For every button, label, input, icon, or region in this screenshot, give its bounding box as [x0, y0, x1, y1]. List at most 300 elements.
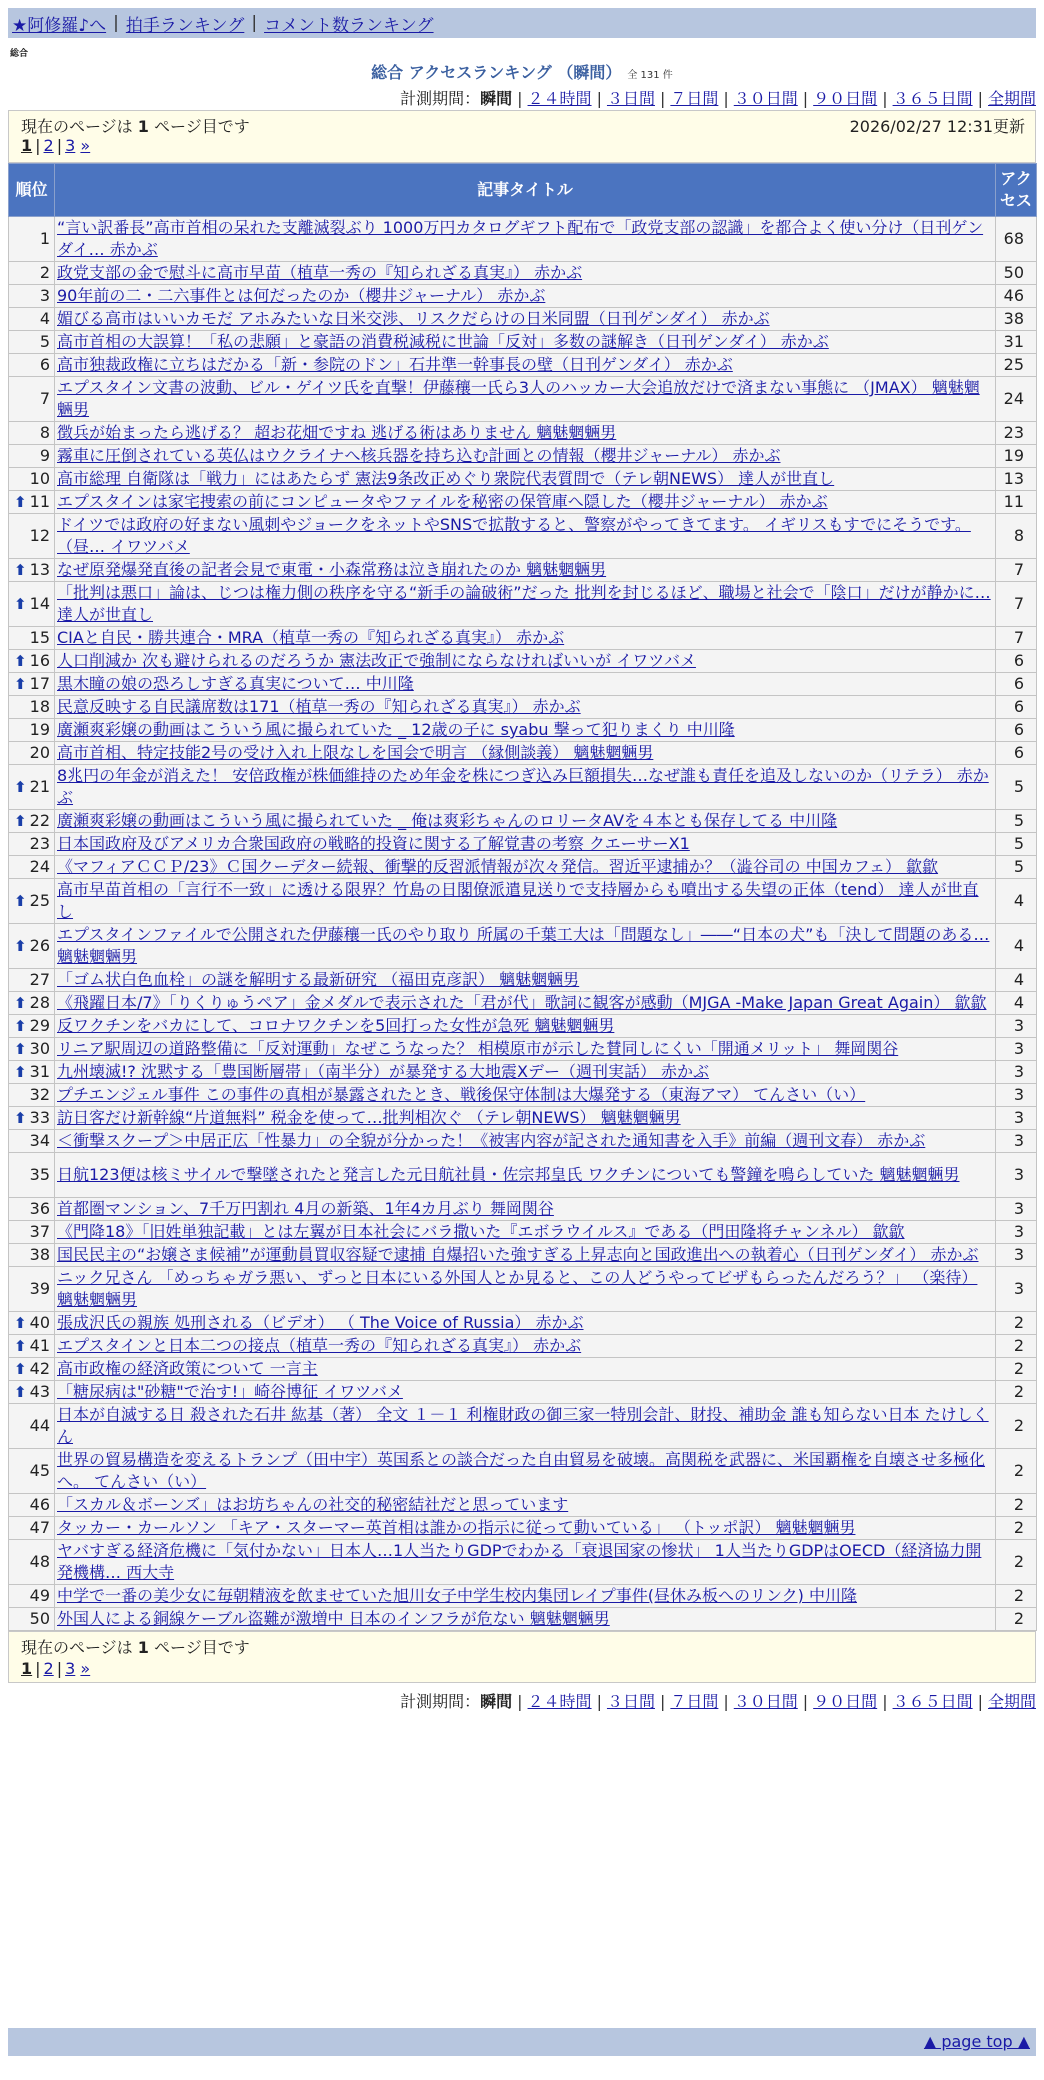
rank-cell — [9, 742, 55, 765]
ranking-title — [0, 60, 1044, 83]
title-cell — [55, 924, 996, 969]
access-count: 8 — [996, 514, 1037, 559]
title-cell — [55, 354, 996, 377]
period-link-3[interactable]: ３０日間 — [733, 89, 798, 108]
title-cell — [55, 1015, 996, 1038]
article-link[interactable]: ドイツでは政府の好まない風刺やジョークをネットやSNSで拡散すると、警察がやってきてます。 イギリスもすでにそうです。 （昼… イワツバメ — [57, 515, 971, 556]
title-cell — [55, 1153, 996, 1198]
period-separator: | — [596, 89, 602, 108]
page-current: 1 — [21, 1659, 33, 1678]
access-count: 31 — [996, 331, 1037, 354]
article-link[interactable]: エプスタイン文書の波動、ビル・ゲイツ氏を直撃！伊藤穰一氏ら3人のハッカー大会追放だけで済まない事態に （JMAX） 魑魅魍魎男 — [57, 378, 980, 419]
table-row — [9, 833, 1037, 856]
period-separator: | — [977, 1692, 983, 1711]
table-row — [9, 1061, 1037, 1084]
article-link[interactable]: 廣瀬爽彩嬢の動画はこういう風に撮られていた _ 俺は爽彩ちゃんのロリータAVを４本とも保存してる 中川隆 — [57, 811, 838, 830]
access-count: 68 — [996, 217, 1037, 262]
access-count: 6 — [996, 696, 1037, 719]
article-link[interactable]: 中学で一番の美少女に毎朝精液を飲ませていた旭川女子中学生校内集団レイプ事件(昼休み板へのリンク) 中川隆 — [57, 1586, 857, 1605]
title-cell — [55, 1517, 996, 1540]
table-row — [9, 1107, 1037, 1130]
access-count: 4 — [996, 924, 1037, 969]
page-link-3[interactable]: 3 — [65, 1659, 76, 1678]
rank-up-arrow-icon: ⬆ — [14, 1314, 27, 1332]
access-count: 7 — [996, 559, 1037, 582]
title-cell — [55, 719, 996, 742]
article-link[interactable]: エプスタインは家宅捜索の前にコンピュータやファイルを秘密の保管庫へ隠した（櫻井ジャーナル） 赤かぶ — [57, 492, 828, 511]
rank-up-arrow-icon: ⬆ — [14, 778, 27, 796]
article-link[interactable]: 民意反映する自民議席数は171（植草一秀の『知られざる真実』） 赤かぶ — [57, 697, 581, 716]
table-row — [9, 696, 1037, 719]
page-info-bottom — [8, 1631, 1036, 1683]
top-navigation-bar — [8, 8, 1036, 38]
rank-number: 9 — [39, 446, 50, 465]
article-link[interactable]: 《飛躍日本/7》「りくりゅうペア」金メダルで表示された「君が代」歌詞に観客が感動（MJGA -Make Japan Great Again） 歙歙 — [57, 993, 987, 1012]
period-link-6[interactable]: 全期間 — [987, 1692, 1036, 1711]
rank-up-arrow-icon: ⬆ — [14, 1017, 27, 1035]
next-page-link[interactable]: » — [80, 1659, 91, 1678]
table-row — [9, 1312, 1037, 1335]
rank-cell — [9, 354, 55, 377]
category-tag: 総合 — [10, 49, 29, 59]
rank-up-arrow-icon: ⬆ — [14, 1109, 27, 1127]
rank-cell — [9, 1494, 55, 1517]
pagination-bottom — [21, 1659, 1025, 1683]
access-count: 38 — [996, 308, 1037, 331]
rank-up-arrow-icon: ⬆ — [14, 1360, 27, 1378]
rank-cell — [9, 1267, 55, 1312]
rank-number: 16 — [29, 651, 50, 670]
rank-up-arrow-icon: ⬆ — [14, 1063, 27, 1081]
rank-cell — [9, 1449, 55, 1494]
table-row — [9, 262, 1037, 285]
table-row — [9, 354, 1037, 377]
title-cell — [55, 1381, 996, 1404]
title-cell — [55, 1084, 996, 1107]
rank-number: 15 — [29, 628, 50, 647]
title-cell — [55, 468, 996, 491]
access-count: 23 — [996, 422, 1037, 445]
rank-number: 22 — [29, 811, 50, 830]
title-cell — [55, 1107, 996, 1130]
home-link[interactable]: ★阿修羅♪へ — [12, 15, 107, 36]
table-row — [9, 719, 1037, 742]
article-link[interactable]: 日航123便は核ミサイルで撃墜されたと発言した元日航社員・佐宗邦皇氏 ワクチンについても警鐘を鳴らしていた 魑魅魍魎男 — [57, 1165, 960, 1184]
rank-cell — [9, 810, 55, 833]
article-link[interactable]: 訪日客だけ新幹線“片道無料” 税金を使って…批判相次ぐ （テレ朝NEWS） 魑魅魍魎男 — [57, 1108, 681, 1127]
article-link[interactable]: 日本が自滅する日 殺された石井 紘基（著） 全文 １－１ 利権財政の御三家一特別会計、財投、補助金 誰も知らない日本 たけしくん — [57, 1405, 989, 1446]
rank-cell — [9, 1358, 55, 1381]
page-info-top — [8, 110, 1036, 163]
rank-number: 24 — [29, 857, 50, 876]
period-separator: | — [659, 89, 666, 108]
rank-cell — [9, 1335, 55, 1358]
period-link-4[interactable]: ９０日間 — [813, 89, 878, 108]
article-link[interactable]: ニック兄さん 「めっちゃガラ悪い、ずっと日本にいる外国人とか見ると、この人どうやってビザもらったんだろう？」 （楽待） 魑魅魍魎男 — [57, 1268, 978, 1309]
rank-up-arrow-icon: ⬆ — [14, 561, 27, 579]
access-count: 4 — [996, 992, 1037, 1015]
title-cell — [55, 1335, 996, 1358]
rank-number: 8 — [39, 423, 50, 442]
page-separator: | — [56, 136, 63, 155]
article-link[interactable]: 「批判は悪口」論は、じつは権力側の秩序を守る“新手の論破術”だった 批判を封じるほど、職場と社会で「陰口」だけが静かに… 達人が世直し — [57, 583, 991, 624]
article-link[interactable]: 徴兵が始まったら逃げる？ 超お花畑ですね 逃げる術はありません 魑魅魍魎男 — [57, 423, 617, 442]
page-separator: | — [56, 1659, 63, 1678]
access-count: 6 — [996, 650, 1037, 673]
rank-up-arrow-icon: ⬆ — [14, 1040, 27, 1058]
rank-cell — [9, 491, 55, 514]
ranking-table — [8, 163, 1037, 1631]
rank-cell — [9, 992, 55, 1015]
rank-cell — [9, 1381, 55, 1404]
table-row — [9, 1608, 1037, 1631]
rank-cell — [9, 719, 55, 742]
next-page-link[interactable]: » — [80, 136, 91, 155]
rank-number: 14 — [29, 594, 50, 613]
access-count: 5 — [996, 833, 1037, 856]
rank-cell — [9, 1038, 55, 1061]
article-link[interactable]: 世界の貿易構造を変えるトランプ（田中宇）英国系との談合だった自由貿易を破壊。高関税を武器に、米国覇権を自壊させ多極化へ。 てんさい（い） — [57, 1450, 986, 1491]
period-separator: | — [882, 1692, 888, 1711]
article-link[interactable]: 九州壊滅!? 沈黙する「豊国断層帯」（南半分）が暴発する大地震Xデー（週刊実話） 赤かぶ — [57, 1062, 710, 1081]
article-link[interactable]: 「ゴム状白色血栓」の謎を解明する最新研究 （福田克彦訳） 魑魅魍魎男 — [57, 970, 580, 989]
period-link-0[interactable]: ２４時間 — [527, 1692, 592, 1711]
rank-number: 44 — [29, 1416, 50, 1435]
rank-number: 47 — [29, 1518, 50, 1537]
rank-up-arrow-icon: ⬆ — [14, 812, 27, 830]
rank-number: 2 — [39, 263, 50, 282]
access-count: 3 — [996, 1015, 1037, 1038]
rank-number: 42 — [29, 1359, 50, 1378]
title-cell — [55, 992, 996, 1015]
article-link[interactable]: 8兆円の年金が消えた！ 安倍政権が株価維持のため年金を株につぎ込み巨額損失…なぜ誰も責任を追及しないのか（リテラ） 赤かぶ — [57, 766, 989, 807]
page-current: 1 — [21, 136, 33, 155]
rank-cell — [9, 969, 55, 992]
period-selector-bottom — [400, 1689, 1036, 1712]
period-link-1[interactable]: ３日間 — [606, 1692, 655, 1711]
access-count: 19 — [996, 445, 1037, 468]
title-cell — [55, 559, 996, 582]
title-cell — [55, 650, 996, 673]
period-link-0[interactable]: ２４時間 — [527, 89, 592, 108]
title-cell — [55, 833, 996, 856]
rank-cell — [9, 1015, 55, 1038]
rank-number: 21 — [29, 777, 50, 796]
article-link[interactable]: 政党支部の金で慰斗に高市早苗（植草一秀の『知られざる真実』） 赤かぶ — [57, 263, 583, 282]
period-link-3[interactable]: ３０日間 — [733, 1692, 798, 1711]
article-link[interactable]: エプスタインファイルで公開された伊藤穰一氏のやり取り 所属の千葉工大は「問題なし」――“日本の犬”も「決して問題のある… 魑魅魍魎男 — [57, 925, 990, 966]
article-link[interactable]: 反ワクチンをバカにして、コロナワクチンを5回打った女性が急死 魑魅魍魎男 — [57, 1016, 615, 1035]
title-cell — [55, 627, 996, 650]
rank-number: 1 — [39, 229, 50, 248]
period-separator: | — [802, 89, 809, 108]
rank-cell — [9, 217, 55, 262]
rank-number: 25 — [29, 891, 50, 910]
rank-number: 30 — [29, 1039, 50, 1058]
rank-up-arrow-icon: ⬆ — [14, 1337, 27, 1355]
rank-cell — [9, 1221, 55, 1244]
table-row — [9, 1130, 1037, 1153]
table-row — [9, 559, 1037, 582]
pagination-top — [21, 136, 1025, 160]
table-row — [9, 308, 1037, 331]
article-link[interactable]: 人口削減か 次も避けられるのだろうか 憲法改正で強制にならなければいいが イワツバメ — [57, 651, 696, 670]
title-cell — [55, 673, 996, 696]
article-link[interactable]: 日本国政府及びアメリカ合衆国政府の戦略的投資に関する了解覚書の考察 クエーサーX1 — [57, 834, 690, 853]
article-link[interactable]: 《マフィアＣＣＰ/23》Ｃ国クーデター続報、衝撃的反習派情報が次々発信。習近平逮捕か？（澁谷司の 中国カフェ） 歙歙 — [57, 857, 939, 876]
table-row — [9, 1038, 1037, 1061]
access-count: 4 — [996, 879, 1037, 924]
current-page-text: 現在のページは 1 ページ目です — [21, 1638, 250, 1657]
rank-up-arrow-icon: ⬆ — [14, 892, 27, 910]
rank-number: 32 — [29, 1085, 50, 1104]
article-link[interactable]: 黒木瞳の娘の恐ろしすぎる真実について… 中川隆 — [57, 674, 414, 693]
article-link[interactable]: 高市政権の経済政策について 一言主 — [57, 1359, 318, 1378]
rank-number: 35 — [29, 1165, 50, 1184]
nav-separator: | — [113, 13, 119, 33]
table-row — [9, 1381, 1037, 1404]
access-count: 3 — [996, 1061, 1037, 1084]
rank-number: 49 — [29, 1586, 50, 1605]
title-cell — [55, 445, 996, 468]
rank-cell — [9, 582, 55, 627]
article-link[interactable]: 高市総理 自衛隊は「戦力」にはあたらず 憲法9条改正めぐり衆院代表質問で（テレ朝NEWS） 達人が世直し — [57, 469, 835, 488]
current-page-text: 現在のページは 1 ページ目です — [21, 117, 250, 136]
article-link[interactable]: 「糖尿病は"砂糖"で治す!」崎谷博征 イワツバメ — [57, 1382, 403, 1401]
title-cell — [55, 1198, 996, 1221]
rank-cell — [9, 856, 55, 879]
page-top-link[interactable]: ▲ page top ▲ — [923, 2032, 1030, 2051]
article-link[interactable]: エプスタインと日本二つの接点（植草一秀の『知られざる真実』） 赤かぶ — [57, 1336, 582, 1355]
article-link[interactable]: 90年前の二・二六事件とは何だったのか（櫻井ジャーナル） 赤かぶ — [57, 286, 546, 305]
rank-number: 29 — [29, 1016, 50, 1035]
title-cell — [55, 1061, 996, 1084]
page-separator: | — [35, 136, 41, 155]
access-count: 7 — [996, 582, 1037, 627]
rank-cell — [9, 308, 55, 331]
table-row — [9, 650, 1037, 673]
access-count: 3 — [996, 1130, 1037, 1153]
table-row — [9, 1358, 1037, 1381]
rank-cell — [9, 445, 55, 468]
rank-up-arrow-icon: ⬆ — [14, 652, 27, 670]
title-cell — [55, 856, 996, 879]
rank-up-arrow-icon: ⬆ — [14, 937, 27, 955]
rank-number: 27 — [29, 970, 50, 989]
period-link-1[interactable]: ３日間 — [606, 89, 655, 108]
article-link[interactable]: 廣瀬爽彩嬢の動画はこういう風に撮られていた _ 12歳の子に syabu 撃って犯りまくり 中川隆 — [57, 720, 735, 739]
rank-number: 46 — [29, 1495, 50, 1514]
ranking-title-text: 総合 アクセスランキング （瞬間） — [371, 63, 622, 82]
article-link[interactable]: 高市早苗首相の「言行不一致」に透ける限界？竹島の日閣僚派遣見送りで支持層からも噴出する失望の正体（tend） 達人が世直し — [57, 880, 979, 921]
updated-timestamp: 2026/02/27 12:31更新 — [849, 117, 1025, 136]
rank-cell — [9, 422, 55, 445]
rank-number: 43 — [29, 1382, 50, 1401]
access-count: 25 — [996, 354, 1037, 377]
access-count: 2 — [996, 1585, 1037, 1608]
access-count: 6 — [996, 673, 1037, 696]
title-cell — [55, 217, 996, 262]
table-row — [9, 924, 1037, 969]
article-link[interactable]: 霧車に圧倒されている英仏はウクライナへ核兵器を持ち込む計画との情報（櫻井ジャーナル） 赤かぶ — [57, 446, 781, 465]
article-link[interactable]: 高市首相、特定技能2号の受け入れ上限なしを国会で明言 （縁側談義） 魑魅魍魎男 — [57, 743, 654, 762]
access-count: 3 — [996, 1221, 1037, 1244]
rank-cell — [9, 331, 55, 354]
article-link[interactable]: ヤバすぎる経済危機に「気付かない」日本人…1人当たりGDPでわかる「衰退国家の惨状」 1人当たりGDPはOECD（経済協力開発機構… 西大寺 — [57, 1541, 982, 1582]
nav-separator: | — [251, 13, 258, 33]
article-link[interactable]: なぜ原発爆発直後の記者会見で東電・小森常務は泣き崩れたのか 魑魅魍魎男 — [57, 560, 607, 579]
rank-up-arrow-icon: ⬆ — [14, 675, 27, 693]
rank-cell — [9, 1244, 55, 1267]
access-count: 13 — [996, 468, 1037, 491]
rank-cell — [9, 285, 55, 308]
title-cell — [55, 1608, 996, 1631]
article-link[interactable]: リニア駅周辺の道路整備に「反対運動」なぜこうなった？ 相模原市が示した賛同しにくい「開通メリット」 舞岡関谷 — [57, 1039, 899, 1058]
table-row — [9, 856, 1037, 879]
rank-up-arrow-icon: ⬆ — [14, 1383, 27, 1401]
table-row — [9, 1244, 1037, 1267]
rank-cell — [9, 262, 55, 285]
table-row — [9, 627, 1037, 650]
rank-cell — [9, 1061, 55, 1084]
period-link-4[interactable]: ９０日間 — [813, 1692, 878, 1711]
table-row — [9, 1585, 1037, 1608]
page-separator: | — [35, 1659, 41, 1678]
rank-number: 7 — [39, 389, 50, 408]
article-link[interactable]: 「スカル＆ボーンズ」はお坊ちゃんの社交的秘密結社だと思っています — [57, 1495, 569, 1514]
rank-number: 12 — [29, 526, 50, 545]
access-count: 2 — [996, 1540, 1037, 1585]
page-link-2[interactable]: 2 — [43, 1659, 54, 1678]
title-cell — [55, 765, 996, 810]
rank-up-arrow-icon: ⬆ — [14, 595, 27, 613]
period-separator: | — [882, 89, 888, 108]
rank-cell — [9, 924, 55, 969]
access-count: 5 — [996, 765, 1037, 810]
article-link[interactable]: ＜衝撃スクープ＞中居正広「性暴力」の全貌が分かった！《被害内容が記された通知書を入手》前編（週刊文春） 赤かぶ — [57, 1131, 926, 1150]
title-cell — [55, 696, 996, 719]
comment-ranking-link[interactable]: コメント数ランキング — [264, 15, 434, 36]
title-cell — [55, 308, 996, 331]
title-cell — [55, 1038, 996, 1061]
clap-ranking-link[interactable]: 拍手ランキング — [125, 15, 245, 36]
rank-cell — [9, 650, 55, 673]
period-separator: | — [517, 1692, 523, 1711]
ranking-count: 全 131 件 — [627, 70, 673, 81]
table-row — [9, 992, 1037, 1015]
footer-bar — [8, 2028, 1036, 2056]
article-link[interactable]: 高市独裁政権に立ちはだかる「新・参院のドン」石井準一幹事長の壁（日刊ゲンダイ） 赤かぶ — [57, 355, 733, 374]
rank-number: 36 — [29, 1199, 50, 1218]
rank-cell — [9, 1084, 55, 1107]
period-link-6[interactable]: 全期間 — [987, 89, 1036, 108]
table-row — [9, 1084, 1037, 1107]
table-row — [9, 1494, 1037, 1517]
rank-cell — [9, 1608, 55, 1631]
article-link[interactable]: 国民民主の“お嬢さま候補”が運動員買収容疑で逮捕 自爆招いた強すぎる上昇志向と国政進出への執着心（日刊ゲンダイ） 赤かぶ — [57, 1245, 979, 1264]
title-cell — [55, 969, 996, 992]
rank-cell — [9, 1312, 55, 1335]
period-separator: | — [517, 89, 523, 108]
table-row — [9, 468, 1037, 491]
article-link[interactable]: 高市首相の大誤算！「私の悲願」と豪語の消費税減税に世論「反対」多数の謎解き（日刊ゲンダイ） 赤かぶ — [57, 332, 829, 351]
period-separator: | — [659, 1692, 666, 1711]
table-row — [9, 331, 1037, 354]
rank-number: 20 — [29, 743, 50, 762]
rank-number: 41 — [29, 1336, 50, 1355]
access-count: 2 — [996, 1608, 1037, 1631]
table-row — [9, 514, 1037, 559]
rank-number: 11 — [29, 492, 50, 511]
table-row — [9, 377, 1037, 422]
article-link[interactable]: 張成沢氏の親族 処刑される（ビデオ） （ The Voice of Russia） 赤かぶ — [57, 1313, 584, 1332]
title-cell — [55, 514, 996, 559]
rank-cell — [9, 765, 55, 810]
article-link[interactable]: CIAと自民・勝共連合・MRA（植草一秀の『知られざる真実』） 赤かぶ — [57, 628, 565, 647]
rank-number: 40 — [29, 1313, 50, 1332]
title-cell — [55, 1449, 996, 1494]
rank-number: 33 — [29, 1108, 50, 1127]
period-link-5[interactable]: ３６５日間 — [892, 89, 973, 108]
table-row — [9, 285, 1037, 308]
title-cell — [55, 742, 996, 765]
rank-number: 19 — [29, 720, 50, 739]
article-link[interactable]: プチエンジェル事件 この事件の真相が暴露されたとき、戦後保守体制は大爆発する（東海アマ） てんさい（い） — [57, 1085, 866, 1104]
rank-cell — [9, 1198, 55, 1221]
table-row — [9, 1221, 1037, 1244]
period-link-5[interactable]: ３６５日間 — [892, 1692, 973, 1711]
page-link-2[interactable]: 2 — [43, 136, 54, 155]
table-row — [9, 1404, 1037, 1449]
article-link[interactable]: 外国人による銅線ケーブル盗難が激増中 日本のインフラが危ない 魑魅魍魎男 — [57, 1609, 610, 1628]
period-link-2[interactable]: ７日間 — [670, 89, 719, 108]
access-count: 2 — [996, 1404, 1037, 1449]
article-link[interactable]: 《門降18》「旧姓単独記載」とは左翼が日本社会にバラ撒いた『エボラウイルス』である（門田隆将チャンネル） 歙歙 — [57, 1222, 905, 1241]
rank-number: 48 — [29, 1552, 50, 1571]
article-link[interactable]: 媚びる高市はいいカモだ アホみたいな日米交渉、リスクだらけの日米同盟（日刊ゲンダイ） 赤かぶ — [57, 309, 770, 328]
table-row — [9, 1517, 1037, 1540]
table-row — [9, 217, 1037, 262]
rank-cell — [9, 1517, 55, 1540]
title-cell — [55, 1244, 996, 1267]
title-cell — [55, 1540, 996, 1585]
access-count: 3 — [996, 1153, 1037, 1198]
access-count: 24 — [996, 377, 1037, 422]
page-link-3[interactable]: 3 — [65, 136, 76, 155]
rank-number: 37 — [29, 1222, 50, 1241]
rank-number: 18 — [29, 697, 50, 716]
title-cell — [55, 422, 996, 445]
article-link[interactable]: 首都圏マンション、7千万円割れ 4月の新築、1年4カ月ぶり 舞岡関谷 — [57, 1199, 554, 1218]
title-cell — [55, 1358, 996, 1381]
title-cell — [55, 582, 996, 627]
article-link[interactable]: “言い訳番長”高市首相の呆れた支離滅裂ぶり 1000万円カタログギフト配布で「政党支部の認識」を都合よく使い分け（日刊ゲンダイ… 赤かぶ — [57, 218, 984, 259]
rank-cell — [9, 1130, 55, 1153]
access-count: 2 — [996, 1312, 1037, 1335]
rank-cell — [9, 879, 55, 924]
table-row — [9, 1267, 1037, 1312]
access-count: 2 — [996, 1335, 1037, 1358]
period-link-2[interactable]: ７日間 — [670, 1692, 719, 1711]
rank-cell — [9, 1107, 55, 1130]
access-count: 4 — [996, 969, 1037, 992]
period-separator: | — [802, 1692, 809, 1711]
rank-number: 6 — [39, 355, 50, 374]
article-link[interactable]: タッカー・カールソン 「キア・スターマー英首相は誰かの指示に従って動いている」 （トッポ訳） 魑魅魍魎男 — [57, 1518, 856, 1537]
access-count: 5 — [996, 856, 1037, 879]
rank-cell — [9, 514, 55, 559]
access-count: 50 — [996, 262, 1037, 285]
